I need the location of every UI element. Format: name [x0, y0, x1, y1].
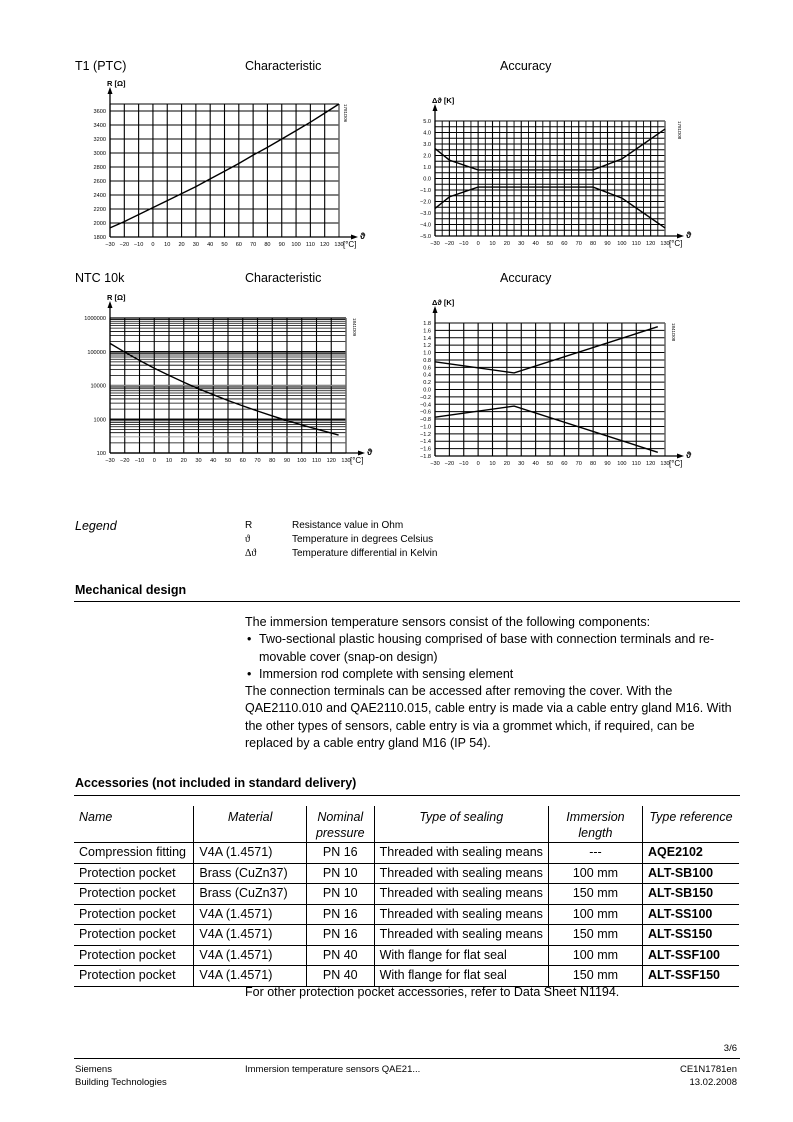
- x-tick-label: 100: [617, 461, 627, 467]
- y-axis-arrow-icon: [433, 104, 438, 111]
- column-header-name: Name: [79, 810, 113, 824]
- y-tick-label: 2600: [93, 179, 106, 185]
- table-cell: ALT-SS100: [642, 904, 739, 925]
- y-tick-label: −1.2: [419, 431, 431, 438]
- footer-date: 13.02.2008: [689, 1077, 737, 1088]
- y-tick-label: −2.0: [419, 199, 431, 206]
- y-tick-label: 0.2: [423, 380, 431, 387]
- y-tick-label: 1.4: [423, 335, 431, 342]
- table-cell: V4A (1.4571): [194, 843, 307, 864]
- table-cell: Threaded with sealing means: [374, 863, 548, 884]
- y-tick-label: 0.4: [423, 372, 431, 379]
- series-line-lower: [435, 406, 658, 452]
- table-cell: With flange for flat seal: [374, 945, 548, 966]
- table-cell: PN 40: [306, 945, 374, 966]
- x-tick-label: 70: [250, 242, 257, 248]
- mechanical-intro: The immersion temperature sensors consist of the following components:: [245, 615, 651, 629]
- y-tick-label: 100000: [87, 349, 106, 356]
- y-tick-label: 4.0: [423, 130, 431, 137]
- x-tick-label: 70: [254, 458, 261, 464]
- mechanical-paragraph: The connection terminals can be accessed after removing the cover. With the QAE2110.010 and QAE2110.015, cable entry is made via a cable entry gland M16. With the other types of sensors, cable entry is via a grommet which, if required, can be replaced by a cable entry gland M16 (IP 54).: [245, 684, 732, 751]
- x-tick-label: −10: [459, 461, 469, 467]
- ntc-accuracy-title: Accuracy: [500, 271, 552, 285]
- table-cell: Protection pocket: [74, 884, 194, 905]
- y-tick-label: 1.6: [423, 328, 431, 335]
- x-tick-label: −20: [119, 242, 130, 248]
- y-tick-label: 5.0: [423, 119, 431, 125]
- x-axis-unit: [°C]: [343, 240, 357, 249]
- accessories-note: For other protection pocket accessories, refer to Data Sheet N1194.: [245, 985, 620, 999]
- x-tick-label: 10: [489, 241, 496, 247]
- table-row: [74, 945, 739, 966]
- y-tick-label: 2400: [93, 193, 106, 199]
- x-tick-label: −30: [430, 241, 440, 247]
- table-cell: PN 10: [306, 884, 374, 905]
- x-tick-label: 20: [503, 461, 510, 467]
- figure-id: 1781D08: [677, 121, 682, 140]
- accessories-table: [74, 806, 739, 987]
- x-tick-label: 0: [151, 242, 155, 248]
- x-tick-label: 80: [269, 458, 276, 464]
- legend-item: [245, 534, 437, 548]
- x-tick-label: −30: [430, 461, 440, 467]
- x-tick-label: −10: [134, 458, 145, 464]
- table-cell: Threaded with sealing means: [374, 925, 548, 946]
- x-tick-label: 50: [224, 458, 232, 464]
- footer-doc-id: CE1N1781en: [679, 1064, 737, 1075]
- x-axis-unit: [°C]: [669, 459, 683, 468]
- legend-item: [245, 520, 437, 534]
- table-cell: Protection pocket: [74, 904, 194, 925]
- figure-id: 1841D08: [671, 323, 676, 342]
- table-cell: ALT-SSF100: [642, 945, 739, 966]
- y-tick-label: 1.0: [423, 350, 431, 357]
- y-tick-label: 0.0: [423, 176, 431, 183]
- x-tick-label: 40: [532, 241, 539, 247]
- y-tick-label: 100: [96, 451, 106, 457]
- table-cell: Threaded with sealing means: [374, 843, 548, 864]
- x-tick-label: 120: [326, 458, 336, 464]
- x-axis-unit: [°C]: [350, 456, 364, 465]
- x-tick-label: 120: [320, 242, 330, 248]
- x-tick-label: 10: [489, 461, 496, 467]
- table-cell: With flange for flat seal: [374, 966, 548, 987]
- page-number: 3/6: [723, 1043, 737, 1054]
- table-cell: Protection pocket: [74, 966, 194, 987]
- x-axis-arrow-icon: [677, 234, 684, 239]
- x-tick-label: 90: [278, 242, 285, 248]
- table-cell: ALT-SB100: [642, 863, 739, 884]
- table-cell: Compression fitting: [74, 843, 194, 864]
- x-tick-label: 50: [546, 241, 554, 247]
- t1-accuracy-chart: [420, 96, 692, 248]
- y-axis-label: R [Ω]: [107, 79, 126, 88]
- x-tick-label: 20: [180, 458, 187, 464]
- ntc-characteristic-title: Characteristic: [245, 271, 322, 285]
- x-tick-label: 30: [518, 461, 525, 467]
- table-cell: ALT-SSF150: [642, 966, 739, 987]
- x-axis-symbol: ϑ: [686, 450, 692, 460]
- x-tick-label: 70: [575, 461, 582, 467]
- y-tick-label: 1000000: [84, 316, 106, 322]
- table-cell: Brass (CuZn37): [194, 884, 307, 905]
- ntc-section-title: NTC 10k: [75, 271, 125, 285]
- table-cell: 150 mm: [548, 925, 642, 946]
- y-axis-arrow-icon: [433, 306, 438, 313]
- ntc-accuracy-chart: [420, 298, 692, 468]
- y-axis-label: R [Ω]: [107, 293, 126, 302]
- y-tick-label: −1.4: [419, 439, 431, 446]
- x-tick-label: 100: [291, 242, 301, 248]
- table-cell: PN 16: [306, 925, 374, 946]
- y-tick-label: 1800: [93, 235, 106, 241]
- table-row: [74, 904, 739, 925]
- y-tick-label: −1.6: [419, 446, 431, 453]
- mechanical-heading: Mechanical design: [75, 583, 187, 597]
- divider: [74, 795, 740, 796]
- column-header-immersion-length: Immersion length: [548, 806, 642, 843]
- x-tick-label: 110: [312, 458, 321, 464]
- y-axis-arrow-icon: [108, 301, 113, 308]
- legend-symbol: R: [245, 520, 253, 531]
- legend-description: Resistance value in Ohm: [292, 520, 404, 531]
- y-tick-label: −0.2: [419, 394, 431, 401]
- y-tick-label: 1000: [93, 417, 106, 424]
- x-tick-label: −20: [120, 458, 130, 464]
- y-axis-arrow-icon: [108, 87, 113, 94]
- table-cell: PN 16: [306, 904, 374, 925]
- y-tick-label: −4.0: [419, 222, 431, 229]
- t1-characteristic-chart: [94, 79, 366, 249]
- y-tick-label: 2.0: [423, 153, 431, 160]
- x-tick-label: −30: [105, 242, 115, 248]
- x-tick-label: 120: [645, 461, 656, 467]
- table-row: [74, 843, 739, 864]
- legend-description: Temperature in degrees Celsius: [292, 534, 434, 545]
- table-row: [74, 925, 739, 946]
- ntc-characteristic-chart: [84, 293, 373, 465]
- table-row: [74, 884, 739, 905]
- table-cell: PN 16: [306, 843, 374, 864]
- column-header-type-of-sealing: Type of sealing: [374, 806, 548, 843]
- x-tick-label: 60: [561, 461, 568, 467]
- x-tick-label: −20: [444, 461, 455, 467]
- y-tick-label: 1.8: [423, 321, 431, 327]
- table-cell: Protection pocket: [74, 925, 194, 946]
- y-tick-label: −5.0: [419, 234, 431, 240]
- table-cell: 100 mm: [548, 863, 642, 884]
- t1-accuracy-title: Accuracy: [500, 59, 552, 73]
- table-cell: 150 mm: [548, 966, 642, 987]
- x-tick-label: 0: [476, 241, 480, 247]
- y-tick-label: 0.6: [423, 365, 431, 372]
- series-line-upper: [435, 327, 658, 373]
- bullet-item: • Two-sectional plastic housing comprised of base with connection terminals and re-movable cover (snap-on design): [245, 631, 740, 666]
- y-tick-label: −3.0: [419, 211, 431, 217]
- accessories-table-body: [74, 843, 739, 987]
- legend-symbol: Δϑ: [245, 548, 257, 559]
- y-tick-label: 3600: [93, 109, 106, 115]
- legend-item: [245, 548, 437, 562]
- x-tick-label: 10: [164, 242, 171, 248]
- legend-symbol: ϑ: [245, 534, 250, 545]
- y-tick-label: 2800: [93, 165, 106, 171]
- y-axis-label: Δϑ [K]: [432, 96, 455, 105]
- y-tick-label: −0.6: [419, 409, 431, 416]
- x-tick-label: 80: [590, 461, 597, 467]
- legend-list: [245, 520, 437, 562]
- y-tick-label: 3.0: [423, 142, 431, 148]
- x-tick-label: 30: [195, 458, 202, 464]
- y-tick-label: 1.0: [423, 165, 431, 171]
- legend-label: Legend: [75, 519, 117, 533]
- x-tick-label: 100: [617, 241, 627, 247]
- table-cell: V4A (1.4571): [194, 966, 307, 987]
- x-tick-label: 110: [631, 241, 641, 247]
- y-tick-label: 0.0: [423, 387, 431, 394]
- x-tick-label: −30: [105, 458, 115, 464]
- x-tick-label: 130: [660, 241, 670, 247]
- table-cell: ALT-SS150: [642, 925, 739, 946]
- table-cell: 100 mm: [548, 904, 642, 925]
- table-cell: PN 10: [306, 863, 374, 884]
- table-cell: AQE2102: [642, 843, 739, 864]
- table-cell: Threaded with sealing means: [374, 884, 548, 905]
- x-tick-label: 10: [165, 458, 173, 464]
- table-cell: 100 mm: [548, 945, 642, 966]
- x-tick-label: −10: [459, 241, 469, 247]
- y-tick-label: 3400: [93, 123, 106, 129]
- column-header-type-reference: Type reference: [642, 806, 739, 843]
- table-cell: V4A (1.4571): [194, 904, 307, 925]
- x-tick-label: 80: [264, 242, 271, 248]
- table-cell: V4A (1.4571): [194, 925, 307, 946]
- y-tick-label: −1.0: [419, 188, 431, 194]
- y-tick-label: 2000: [93, 221, 106, 227]
- x-tick-label: −10: [133, 242, 144, 248]
- column-header-nominal-pressure: Nominal pressure: [306, 806, 374, 843]
- t1-characteristic-title: Characteristic: [245, 59, 322, 73]
- x-tick-label: −20: [444, 241, 455, 247]
- x-tick-label: 50: [221, 242, 228, 248]
- column-header-material: Material: [194, 806, 307, 843]
- table-cell: PN 40: [306, 966, 374, 987]
- footer-divider: [74, 1058, 740, 1059]
- x-axis-symbol: ϑ: [686, 230, 692, 240]
- figure-id: 1781D06: [343, 104, 348, 123]
- x-tick-label: 0: [476, 461, 480, 467]
- table-cell: ---: [548, 843, 642, 864]
- x-tick-label: 120: [645, 241, 656, 247]
- x-tick-label: 40: [210, 458, 217, 464]
- divider: [74, 601, 740, 602]
- y-tick-label: −1.0: [419, 424, 431, 431]
- x-axis-symbol: ϑ: [360, 231, 366, 241]
- bullet-item: • Immersion rod complete with sensing element: [245, 666, 740, 683]
- y-tick-label: 1.2: [423, 343, 431, 350]
- table-row: [74, 966, 739, 987]
- x-tick-label: 0: [152, 458, 156, 464]
- y-tick-label: 3000: [93, 151, 106, 157]
- x-tick-label: 130: [334, 242, 344, 248]
- table-cell: Protection pocket: [74, 863, 194, 884]
- table-cell: ALT-SB150: [642, 884, 739, 905]
- x-tick-label: 130: [660, 461, 670, 467]
- table-header-row: [74, 806, 739, 843]
- x-tick-label: 90: [604, 461, 611, 467]
- x-tick-label: 20: [503, 241, 510, 247]
- y-tick-label: −0.8: [419, 417, 431, 424]
- table-row: [74, 863, 739, 884]
- x-tick-label: 60: [235, 242, 242, 248]
- x-tick-label: 50: [546, 461, 554, 467]
- figure-id: 1841D09: [352, 318, 357, 337]
- x-axis-unit: [°C]: [669, 239, 683, 248]
- y-tick-label: 0.8: [423, 357, 431, 364]
- y-tick-label: 10000: [90, 383, 106, 390]
- footer-company: Siemens: [75, 1064, 112, 1075]
- x-tick-label: 40: [207, 242, 214, 248]
- table-cell: 150 mm: [548, 884, 642, 905]
- x-tick-label: 100: [297, 458, 307, 464]
- x-tick-label: 40: [532, 461, 539, 467]
- table-cell: Brass (CuZn37): [194, 863, 307, 884]
- x-axis-arrow-icon: [351, 235, 358, 240]
- x-tick-label: 110: [305, 242, 315, 248]
- x-tick-label: 80: [590, 241, 597, 247]
- x-axis-arrow-icon: [358, 451, 365, 456]
- x-tick-label: 90: [283, 458, 291, 464]
- charts-canvas: [0, 0, 793, 500]
- mechanical-body: [245, 614, 740, 752]
- footer-doc-title: Immersion temperature sensors QAE21...: [245, 1064, 421, 1075]
- x-tick-label: 110: [631, 461, 641, 467]
- x-tick-label: 70: [575, 241, 582, 247]
- y-tick-label: −0.4: [419, 402, 431, 409]
- accessories-heading: Accessories (not included in standard delivery): [75, 776, 357, 790]
- x-tick-label: 30: [192, 242, 199, 248]
- y-tick-label: 2200: [93, 207, 106, 213]
- y-tick-label: 3200: [93, 137, 106, 143]
- y-axis-label: Δϑ [K]: [432, 298, 455, 307]
- footer-division: Building Technologies: [75, 1077, 167, 1088]
- x-tick-label: 130: [341, 458, 351, 464]
- y-tick-label: −1.8: [419, 454, 431, 460]
- x-axis-symbol: ϑ: [367, 447, 373, 457]
- t1-section-title: T1 (PTC): [75, 59, 127, 73]
- mechanical-bullets: [245, 631, 740, 683]
- x-tick-label: 20: [178, 242, 185, 248]
- x-tick-label: 60: [239, 458, 246, 464]
- x-tick-label: 30: [518, 241, 525, 247]
- table-cell: V4A (1.4571): [194, 945, 307, 966]
- x-axis-arrow-icon: [677, 454, 684, 459]
- x-tick-label: 90: [604, 241, 611, 247]
- table-cell: Protection pocket: [74, 945, 194, 966]
- table-cell: Threaded with sealing means: [374, 904, 548, 925]
- legend-description: Temperature differential in Kelvin: [292, 548, 438, 559]
- x-tick-label: 60: [561, 241, 568, 247]
